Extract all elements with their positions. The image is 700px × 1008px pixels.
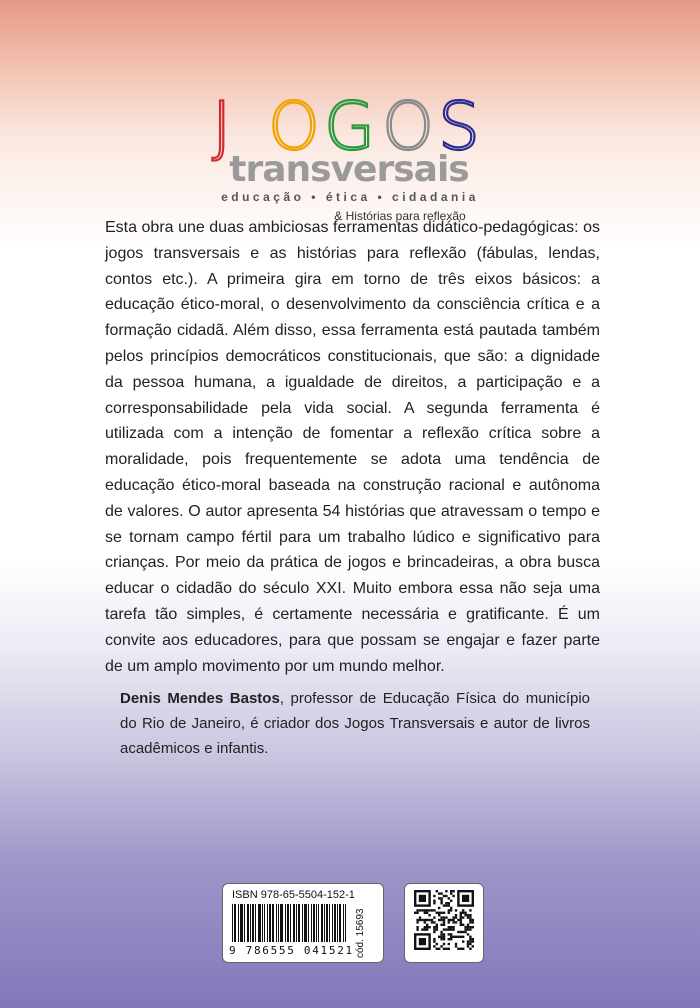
qr-module bbox=[467, 945, 469, 947]
author-bio-text: , professor de Educação Física do município do Rio de Janeiro, é criador dos Jogos Transversais e autor de livros acadêmicos e infantis. bbox=[120, 690, 590, 757]
qr-module bbox=[450, 933, 452, 935]
barcode-bar bbox=[259, 904, 260, 942]
qr-module bbox=[452, 895, 454, 897]
barcode-bar bbox=[327, 904, 328, 942]
qr-module bbox=[455, 921, 457, 923]
barcode-bar bbox=[305, 904, 306, 942]
qr-module bbox=[443, 912, 445, 914]
qr-module bbox=[448, 912, 450, 914]
barcode-bar bbox=[345, 904, 346, 942]
qr-module bbox=[448, 928, 450, 930]
logo-extra: & Histórias para reflexão bbox=[334, 209, 466, 223]
barcode-bar bbox=[337, 904, 338, 942]
qr-module bbox=[426, 919, 428, 921]
qr-module bbox=[452, 919, 454, 921]
qr-module bbox=[426, 912, 428, 914]
qr-module bbox=[428, 926, 430, 928]
qr-module bbox=[438, 948, 440, 950]
qr-module bbox=[433, 895, 435, 897]
barcode-bar bbox=[311, 904, 312, 942]
qr-module bbox=[440, 938, 442, 940]
qr-module bbox=[433, 900, 435, 902]
qr-module bbox=[440, 892, 442, 894]
qr-module bbox=[443, 938, 445, 940]
qr-module bbox=[438, 919, 440, 921]
qr-module bbox=[445, 948, 447, 950]
barcode-bar bbox=[258, 904, 259, 942]
qr-module bbox=[460, 919, 462, 921]
barcode-bar bbox=[240, 904, 241, 942]
qr-module bbox=[455, 914, 457, 916]
qr-module bbox=[452, 928, 454, 930]
qr-module bbox=[467, 928, 469, 930]
qr-module bbox=[416, 928, 418, 930]
qr-module bbox=[455, 945, 457, 947]
qr-module bbox=[462, 931, 464, 933]
qr-module bbox=[467, 924, 469, 926]
barcode-bar bbox=[296, 904, 297, 942]
qr-module bbox=[433, 928, 435, 930]
qr-module bbox=[433, 921, 435, 923]
qr-module bbox=[464, 926, 466, 928]
barcode-bar bbox=[241, 904, 242, 942]
qr-module bbox=[469, 948, 471, 950]
qr-module bbox=[450, 938, 452, 940]
barcode-bar bbox=[255, 904, 256, 942]
barcode-bar bbox=[262, 904, 263, 942]
qr-module bbox=[443, 943, 445, 945]
barcode-bar bbox=[234, 904, 235, 942]
qr-module bbox=[467, 933, 469, 935]
qr-module bbox=[460, 924, 462, 926]
qr-module bbox=[469, 936, 471, 938]
barcode-bar bbox=[247, 904, 248, 942]
qr-module bbox=[443, 936, 445, 938]
qr-module bbox=[414, 912, 416, 914]
qr-module bbox=[440, 902, 442, 904]
qr-module bbox=[469, 938, 471, 940]
qr-module bbox=[419, 916, 421, 918]
qr-module bbox=[419, 919, 421, 921]
qr-module bbox=[416, 921, 418, 923]
qr-module bbox=[440, 933, 442, 935]
qr-module bbox=[443, 916, 445, 918]
barcode-bar bbox=[339, 904, 340, 942]
logo-letter: G bbox=[324, 88, 376, 165]
qr-module bbox=[416, 926, 418, 928]
barcode-bar bbox=[316, 904, 317, 942]
qr-module bbox=[431, 919, 433, 921]
barcode-bar bbox=[267, 904, 268, 942]
qr-module bbox=[424, 928, 426, 930]
qr-module bbox=[443, 928, 445, 930]
logo-letter: O bbox=[268, 88, 320, 165]
qr-module bbox=[445, 916, 447, 918]
qr-module bbox=[450, 919, 452, 921]
qr-module bbox=[450, 892, 452, 894]
qr-module bbox=[443, 919, 445, 921]
qr-module bbox=[448, 926, 450, 928]
qr-module bbox=[443, 921, 445, 923]
qr-module bbox=[452, 921, 454, 923]
barcode-bar bbox=[253, 904, 254, 942]
barcode-bar bbox=[306, 904, 307, 942]
qr-module bbox=[464, 914, 466, 916]
barcode-bar bbox=[232, 904, 233, 942]
qr-module bbox=[462, 916, 464, 918]
barcode-bar bbox=[318, 904, 319, 942]
barcode-bar bbox=[276, 904, 277, 942]
barcode-bar bbox=[290, 904, 291, 942]
qr-module bbox=[421, 919, 423, 921]
qr-module bbox=[426, 928, 428, 930]
qr-finder bbox=[419, 895, 426, 902]
barcode-bar bbox=[242, 904, 243, 942]
logo-letter: S bbox=[438, 88, 480, 165]
qr-module bbox=[469, 940, 471, 942]
barcode-bar bbox=[324, 904, 325, 942]
barcode-box bbox=[222, 883, 384, 963]
qr-module bbox=[452, 916, 454, 918]
qr-module bbox=[440, 900, 442, 902]
qr-module bbox=[445, 928, 447, 930]
author-bio bbox=[120, 686, 590, 761]
qr-module bbox=[424, 912, 426, 914]
qr-module bbox=[436, 943, 438, 945]
qr-module bbox=[443, 924, 445, 926]
qr-module bbox=[428, 919, 430, 921]
qr-module bbox=[433, 916, 435, 918]
qr-module bbox=[438, 936, 440, 938]
qr-module bbox=[467, 940, 469, 942]
barcode-bar bbox=[335, 904, 336, 942]
qr-module bbox=[448, 904, 450, 906]
qr-module bbox=[455, 943, 457, 945]
barcode-bar bbox=[322, 904, 323, 942]
qr-module bbox=[445, 904, 447, 906]
barcode-bar bbox=[304, 904, 305, 942]
qr-module bbox=[424, 926, 426, 928]
qr-module bbox=[469, 916, 471, 918]
qr-module bbox=[421, 909, 423, 911]
qr-module bbox=[464, 931, 466, 933]
qr-module bbox=[443, 933, 445, 935]
isbn-digits: 9 786555 041521 bbox=[229, 944, 354, 957]
qr-module bbox=[438, 892, 440, 894]
qr-module bbox=[426, 909, 428, 911]
barcode-bar bbox=[264, 904, 265, 942]
qr-module bbox=[421, 928, 423, 930]
qr-module bbox=[457, 931, 459, 933]
qr-module bbox=[460, 936, 462, 938]
qr-module bbox=[450, 928, 452, 930]
barcode-bar bbox=[340, 904, 341, 942]
qr-module bbox=[438, 907, 440, 909]
qr-module bbox=[469, 943, 471, 945]
qr-module bbox=[460, 948, 462, 950]
qr-module bbox=[472, 938, 474, 940]
barcode-bar bbox=[282, 904, 283, 942]
barcode-bar bbox=[288, 904, 289, 942]
qr-module bbox=[445, 902, 447, 904]
qr-module bbox=[424, 909, 426, 911]
qr-module bbox=[450, 907, 452, 909]
qr-module bbox=[448, 938, 450, 940]
qr-module bbox=[445, 895, 447, 897]
qr-module bbox=[426, 926, 428, 928]
barcode-bar bbox=[235, 904, 236, 942]
qr-module bbox=[436, 890, 438, 892]
barcode-bar bbox=[269, 904, 270, 942]
barcode-bar bbox=[285, 904, 286, 942]
qr-module bbox=[448, 948, 450, 950]
qr-module bbox=[457, 936, 459, 938]
qr-module bbox=[438, 897, 440, 899]
qr-module bbox=[440, 912, 442, 914]
barcode-bar bbox=[260, 904, 261, 942]
qr-module bbox=[433, 945, 435, 947]
qr-module bbox=[467, 916, 469, 918]
qr-module bbox=[462, 936, 464, 938]
qr-module bbox=[460, 921, 462, 923]
qr-module bbox=[462, 924, 464, 926]
qr-module bbox=[472, 945, 474, 947]
qr-module bbox=[433, 931, 435, 933]
qr-module bbox=[433, 926, 435, 928]
qr-module bbox=[416, 912, 418, 914]
barcode-bar bbox=[244, 904, 245, 942]
logo-subtitle: transversais bbox=[229, 149, 469, 190]
qr-module bbox=[464, 912, 466, 914]
qr-module bbox=[424, 921, 426, 923]
qr-module bbox=[462, 912, 464, 914]
qr-module bbox=[467, 943, 469, 945]
qr-module bbox=[472, 921, 474, 923]
barcode-bar bbox=[273, 904, 274, 942]
qr-module bbox=[460, 914, 462, 916]
qr-module bbox=[469, 909, 471, 911]
qr-module bbox=[440, 936, 442, 938]
barcode-bar bbox=[308, 904, 309, 942]
qr-box bbox=[404, 883, 484, 963]
barcode-bar bbox=[334, 904, 335, 942]
qr-module bbox=[469, 919, 471, 921]
qr-module bbox=[469, 928, 471, 930]
qr-module bbox=[448, 933, 450, 935]
qr-module bbox=[462, 948, 464, 950]
qr-module bbox=[448, 897, 450, 899]
barcode-bar bbox=[250, 904, 251, 942]
qr-module bbox=[469, 914, 471, 916]
qr-module bbox=[426, 924, 428, 926]
qr-module bbox=[469, 926, 471, 928]
qr-module bbox=[424, 919, 426, 921]
qr-module bbox=[436, 924, 438, 926]
barcode-bar bbox=[287, 904, 288, 942]
qr-module bbox=[416, 919, 418, 921]
qr-module bbox=[448, 909, 450, 911]
qr-module bbox=[457, 948, 459, 950]
logo-letter: J bbox=[212, 88, 232, 165]
logo-tagline: educação • ética • cidadania bbox=[221, 190, 479, 204]
barcode-bars bbox=[232, 904, 350, 944]
qr-module bbox=[460, 912, 462, 914]
qr-module bbox=[450, 890, 452, 892]
barcode-bar bbox=[343, 904, 344, 942]
qr-module bbox=[455, 909, 457, 911]
qr-module bbox=[455, 936, 457, 938]
book-description: Esta obra une duas ambiciosas ferramentas didático-pedagógicas: os jogos transversais e as histórias para reflexão (fábulas, lendas, contos etc.). A primeira gira em torno de três eixos básicos: a educação ético-moral, o desenvolvimento da consciência crítica e a formação cidadã. Além disso, essa ferramenta está pautada também pelos princípios democráticos constitucionais, que são: a dignidade da pessoa humana, a igualdade de direitos, a participação e a corresponsabilidade pela vida social. A segunda ferramenta é utilizada com a intenção de fomentar a reflexão crítica sobre a moralidade, pois frequentemente se adota uma tendência de educação ético-moral baseada na construção racional e autônoma de valores. O autor apresenta 54 histórias que atravessam o tempo e se tornam campo fértil para um trabalho lúdico e significativo para crianças. Por meio da prática de jogos e brincadeiras, a obra busca educar o cidadão do século XXI. Muito embora essa não seja uma tarefa tão simples, é certamente necessária e gratificante. É um convite aos educadores, para que possam se engajar e fazer parte de um amplo movimento por um mundo melhor. bbox=[105, 219, 600, 675]
qr-module bbox=[436, 948, 438, 950]
qr-module bbox=[448, 919, 450, 921]
qr-module bbox=[440, 897, 442, 899]
qr-module bbox=[436, 928, 438, 930]
barcode-bar bbox=[321, 904, 322, 942]
qr-module bbox=[448, 921, 450, 923]
qr-module bbox=[416, 909, 418, 911]
qr-module bbox=[464, 928, 466, 930]
qr-module bbox=[443, 904, 445, 906]
qr-module bbox=[440, 924, 442, 926]
qr-module bbox=[428, 914, 430, 916]
qr-module bbox=[448, 943, 450, 945]
qr-finder bbox=[419, 938, 426, 945]
qr-module bbox=[460, 916, 462, 918]
qr-module bbox=[440, 931, 442, 933]
qr-module bbox=[467, 914, 469, 916]
qr-module bbox=[438, 914, 440, 916]
qr-module bbox=[433, 940, 435, 942]
qr-module bbox=[443, 948, 445, 950]
qr-module bbox=[469, 921, 471, 923]
barcode-bar bbox=[252, 904, 253, 942]
qr-module bbox=[443, 895, 445, 897]
barcode-bar bbox=[332, 904, 333, 942]
qr-module bbox=[436, 926, 438, 928]
qr-module bbox=[431, 921, 433, 923]
qr-module bbox=[436, 912, 438, 914]
barcode-bar bbox=[270, 904, 271, 942]
barcode-bar bbox=[329, 904, 330, 942]
qr-module bbox=[438, 912, 440, 914]
barcode-bar bbox=[248, 904, 249, 942]
qr-module bbox=[450, 926, 452, 928]
qr-module bbox=[433, 902, 435, 904]
product-code: cód. 15693 bbox=[355, 908, 366, 958]
qr-module bbox=[457, 919, 459, 921]
qr-module bbox=[452, 926, 454, 928]
qr-module bbox=[450, 900, 452, 902]
qr-module bbox=[440, 919, 442, 921]
qr-module bbox=[472, 919, 474, 921]
barcode-bar bbox=[238, 904, 239, 942]
barcode-bar bbox=[294, 904, 295, 942]
qr-code-icon bbox=[414, 890, 474, 950]
qr-module bbox=[467, 926, 469, 928]
barcode-bar bbox=[326, 904, 327, 942]
barcode-bar bbox=[293, 904, 294, 942]
qr-module bbox=[419, 909, 421, 911]
qr-module bbox=[433, 938, 435, 940]
qr-module bbox=[445, 890, 447, 892]
qr-module bbox=[428, 909, 430, 911]
author-name: Denis Mendes Bastos bbox=[120, 690, 280, 707]
barcode-bar bbox=[314, 904, 315, 942]
qr-module bbox=[472, 926, 474, 928]
qr-finder bbox=[462, 895, 469, 902]
qr-module bbox=[433, 909, 435, 911]
barcode-bar bbox=[280, 904, 281, 942]
qr-module bbox=[450, 909, 452, 911]
barcode-bar bbox=[278, 904, 279, 942]
qr-module bbox=[440, 916, 442, 918]
qr-module bbox=[450, 936, 452, 938]
isbn-label: ISBN 978-65-5504-152-1 bbox=[232, 889, 355, 901]
qr-module bbox=[431, 909, 433, 911]
qr-module bbox=[472, 940, 474, 942]
barcode-bar bbox=[302, 904, 303, 942]
qr-module bbox=[452, 890, 454, 892]
logo-letter: O bbox=[382, 88, 434, 165]
qr-module bbox=[462, 909, 464, 911]
qr-module bbox=[452, 936, 454, 938]
barcode-bar bbox=[299, 904, 300, 942]
qr-module bbox=[460, 931, 462, 933]
barcode-bar bbox=[281, 904, 282, 942]
qr-module bbox=[462, 940, 464, 942]
qr-module bbox=[448, 902, 450, 904]
barcode-bar bbox=[298, 904, 299, 942]
qr-module bbox=[455, 916, 457, 918]
barcode-bar bbox=[272, 904, 273, 942]
barcode-bar bbox=[313, 904, 314, 942]
qr-module bbox=[440, 945, 442, 947]
